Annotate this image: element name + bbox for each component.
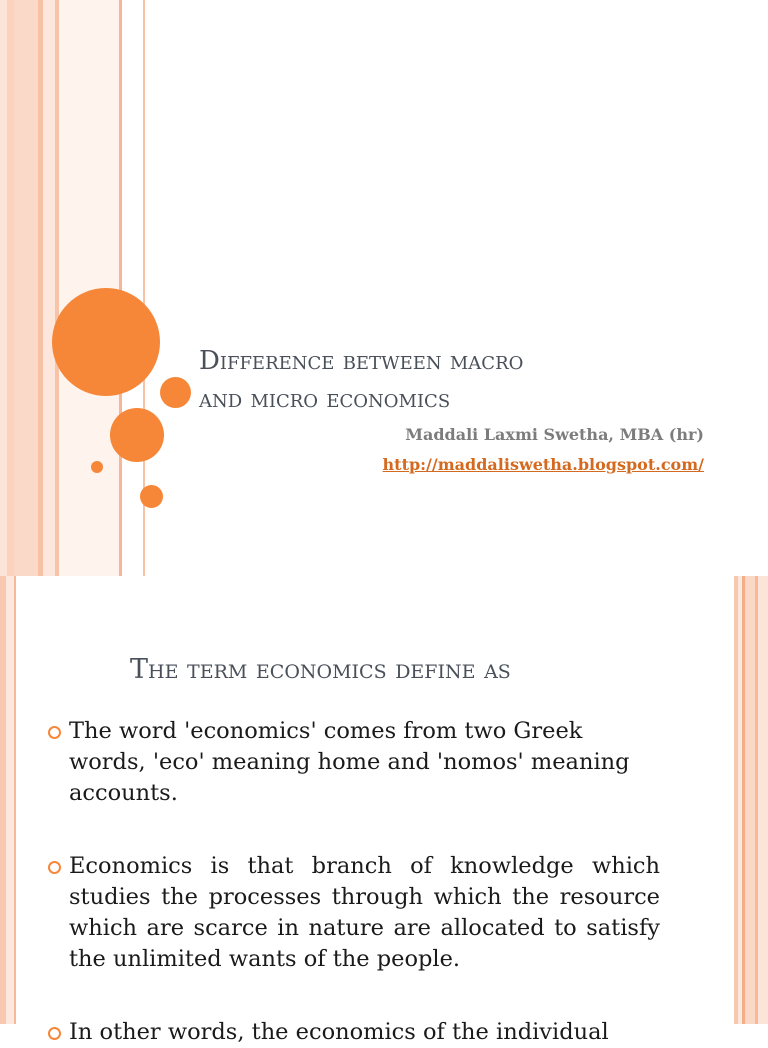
decor-stripe	[0, 0, 7, 576]
decor-circle-medium	[110, 408, 164, 462]
blog-link[interactable]: http://maddaliswetha.blogspot.com/	[382, 455, 704, 474]
bullet-text: In other words, the economics of the individual	[69, 1019, 609, 1045]
author-name: Maddali Laxmi Swetha, MBA (hr)	[405, 425, 704, 444]
content-slide	[0, 576, 768, 1045]
decor-stripe	[119, 0, 122, 576]
bullet-text: The word 'economics' comes from two Greek words, 'eco' meaning home and 'nomos' meaning accounts.	[69, 718, 630, 806]
bullet-text: Economics is that branch of knowledge which studies the processes through which the resource which are scarce in nature are allocated to satisfy the unlimited wants of the people.	[69, 853, 660, 972]
decor-stripe	[7, 0, 14, 576]
slide-title-line1: Difference between macro	[199, 346, 524, 376]
decor-circle-large	[52, 288, 160, 396]
bullet-item	[48, 1017, 660, 1048]
slide-title-line2: and micro economics	[199, 384, 451, 414]
bullet-circle-icon	[48, 726, 61, 739]
bullet-circle-icon	[48, 861, 61, 874]
decor-circle-tiny	[91, 461, 103, 473]
decor-stripe	[43, 0, 55, 576]
decor-stripe	[14, 576, 16, 1024]
bullet-list	[48, 716, 660, 1048]
decor-circle-small	[160, 377, 191, 408]
decor-circle-small	[140, 485, 163, 508]
decor-stripe	[758, 576, 768, 1024]
decor-stripe	[14, 0, 38, 576]
decor-stripe	[6, 576, 14, 1024]
slide-heading: The term economics define as	[130, 654, 511, 685]
decor-stripe	[745, 576, 755, 1024]
bullet-item	[48, 716, 660, 809]
bullet-item	[48, 851, 660, 975]
bullet-circle-icon	[48, 1027, 61, 1040]
slide-title	[199, 342, 719, 418]
